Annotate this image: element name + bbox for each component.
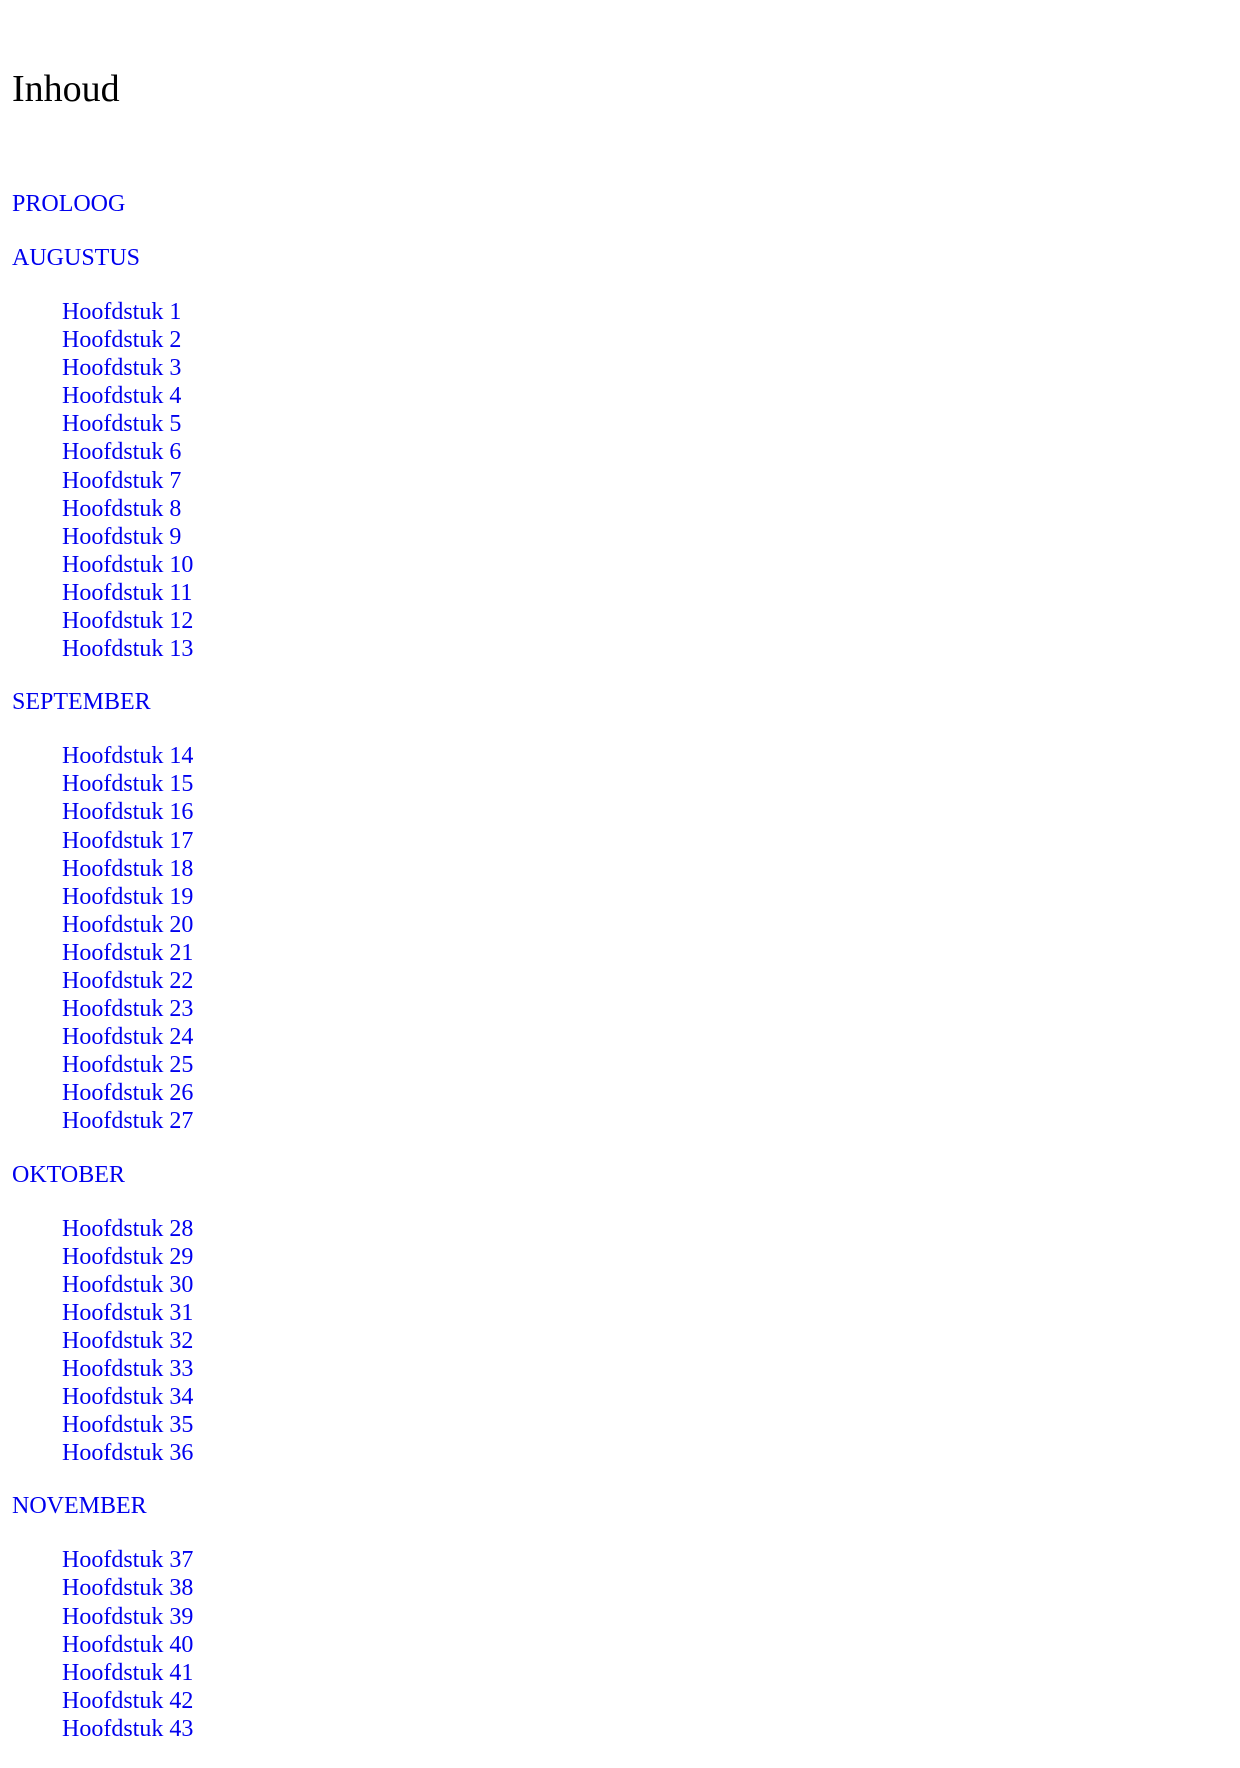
list-item	[62, 326, 193, 354]
chapter-link[interactable]: Hoofdstuk 39	[62, 1603, 194, 1630]
chapter-link[interactable]: Hoofdstuk 38	[62, 1575, 194, 1602]
list-item	[62, 1079, 193, 1107]
list-item	[62, 495, 193, 523]
toc-section-november	[12, 1492, 193, 1743]
list-item	[62, 1355, 193, 1383]
chapter-link[interactable]: Hoofdstuk 1	[62, 299, 182, 325]
list-item	[62, 298, 193, 326]
list-item	[62, 1546, 193, 1574]
chapter-link[interactable]: Hoofdstuk 43	[62, 1715, 194, 1742]
list-item	[62, 467, 193, 495]
section-link-november[interactable]: NOVEMBER	[12, 1493, 147, 1520]
list-item	[62, 995, 193, 1023]
chapter-link[interactable]: Hoofdstuk 21	[62, 939, 194, 966]
page-title: Inhoud	[12, 68, 120, 110]
list-item	[62, 1687, 193, 1715]
chapter-link[interactable]: Hoofdstuk 35	[62, 1412, 194, 1439]
table-of-contents	[12, 190, 193, 1768]
list-item	[62, 1243, 193, 1271]
section-link-proloog[interactable]: PROLOOG	[12, 191, 126, 217]
chapter-link[interactable]: Hoofdstuk 22	[62, 967, 194, 994]
list-item	[62, 911, 193, 939]
chapter-list	[12, 298, 193, 663]
chapter-link[interactable]: Hoofdstuk 5	[62, 411, 182, 438]
list-item	[62, 1107, 193, 1135]
chapter-link[interactable]: Hoofdstuk 30	[62, 1271, 194, 1298]
chapter-link[interactable]: Hoofdstuk 26	[62, 1080, 194, 1107]
list-item	[62, 1659, 193, 1687]
list-item	[62, 1051, 193, 1079]
chapter-link[interactable]: Hoofdstuk 37	[62, 1547, 194, 1574]
list-item	[62, 1603, 193, 1631]
list-item	[62, 551, 193, 579]
list-item	[62, 1327, 193, 1355]
toc-section-oktober	[12, 1161, 193, 1468]
section-link-september[interactable]: SEPTEMBER	[12, 689, 151, 716]
chapter-link[interactable]: Hoofdstuk 36	[62, 1440, 194, 1467]
list-item	[62, 1023, 193, 1051]
chapter-link[interactable]: Hoofdstuk 25	[62, 1052, 194, 1079]
chapter-link[interactable]: Hoofdstuk 17	[62, 827, 194, 854]
chapter-link[interactable]: Hoofdstuk 16	[62, 799, 194, 826]
list-item	[62, 354, 193, 382]
section-link-augustus[interactable]: AUGUSTUS	[12, 245, 141, 271]
chapter-link[interactable]: Hoofdstuk 9	[62, 523, 182, 550]
chapter-link[interactable]: Hoofdstuk 6	[62, 439, 182, 466]
chapter-link[interactable]: Hoofdstuk 20	[62, 911, 194, 938]
list-item	[62, 1715, 193, 1743]
list-item	[62, 855, 193, 883]
list-item	[62, 770, 193, 798]
list-item	[62, 1383, 193, 1411]
chapter-link[interactable]: Hoofdstuk 32	[62, 1327, 194, 1354]
chapter-link[interactable]: Hoofdstuk 8	[62, 495, 182, 522]
section-link-oktober[interactable]: OKTOBER	[12, 1161, 125, 1188]
list-item	[62, 523, 193, 551]
chapter-link[interactable]: Hoofdstuk 33	[62, 1356, 194, 1382]
chapter-list	[12, 1215, 193, 1468]
toc-section-augustus	[12, 244, 193, 663]
chapter-link[interactable]: Hoofdstuk 14	[62, 743, 194, 770]
list-item	[62, 607, 193, 635]
list-item	[62, 1215, 193, 1243]
list-item	[62, 1271, 193, 1299]
chapter-link[interactable]: Hoofdstuk 3	[62, 355, 182, 382]
list-item	[62, 1631, 193, 1659]
chapter-link[interactable]: Hoofdstuk 2	[62, 327, 182, 354]
list-item	[62, 635, 193, 663]
chapter-link[interactable]: Hoofdstuk 31	[62, 1299, 194, 1326]
chapter-link[interactable]: Hoofdstuk 12	[62, 608, 194, 635]
chapter-link[interactable]: Hoofdstuk 19	[62, 883, 194, 910]
chapter-link[interactable]: Hoofdstuk 34	[62, 1384, 194, 1411]
list-item	[62, 1439, 193, 1467]
chapter-link[interactable]: Hoofdstuk 28	[62, 1215, 194, 1242]
list-item	[62, 798, 193, 826]
chapter-link[interactable]: Hoofdstuk 18	[62, 855, 194, 882]
chapter-link[interactable]: Hoofdstuk 10	[62, 551, 194, 578]
chapter-link[interactable]: Hoofdstuk 29	[62, 1243, 194, 1270]
list-item	[62, 438, 193, 466]
chapter-link[interactable]: Hoofdstuk 41	[62, 1659, 194, 1686]
list-item	[62, 382, 193, 410]
list-item	[62, 939, 193, 967]
chapter-list	[12, 742, 193, 1135]
toc-section-proloog	[12, 190, 193, 218]
chapter-link[interactable]: Hoofdstuk 15	[62, 771, 194, 798]
chapter-link[interactable]: Hoofdstuk 23	[62, 996, 194, 1023]
chapter-link[interactable]: Hoofdstuk 7	[62, 467, 182, 494]
chapter-link[interactable]: Hoofdstuk 40	[62, 1631, 194, 1658]
list-item	[62, 883, 193, 911]
list-item	[62, 1299, 193, 1327]
list-item	[62, 579, 193, 607]
list-item	[62, 742, 193, 770]
chapter-link[interactable]: Hoofdstuk 13	[62, 636, 194, 663]
list-item	[62, 1411, 193, 1439]
chapter-link[interactable]: Hoofdstuk 4	[62, 383, 182, 410]
chapter-link[interactable]: Hoofdstuk 24	[62, 1024, 194, 1051]
list-item	[62, 827, 193, 855]
chapter-link[interactable]: Hoofdstuk 27	[62, 1108, 194, 1135]
list-item	[62, 1574, 193, 1602]
chapter-link[interactable]: Hoofdstuk 42	[62, 1687, 194, 1714]
toc-section-september	[12, 688, 193, 1135]
chapter-list	[12, 1546, 193, 1743]
list-item	[62, 967, 193, 995]
list-item	[62, 410, 193, 438]
chapter-link[interactable]: Hoofdstuk 11	[62, 579, 193, 606]
